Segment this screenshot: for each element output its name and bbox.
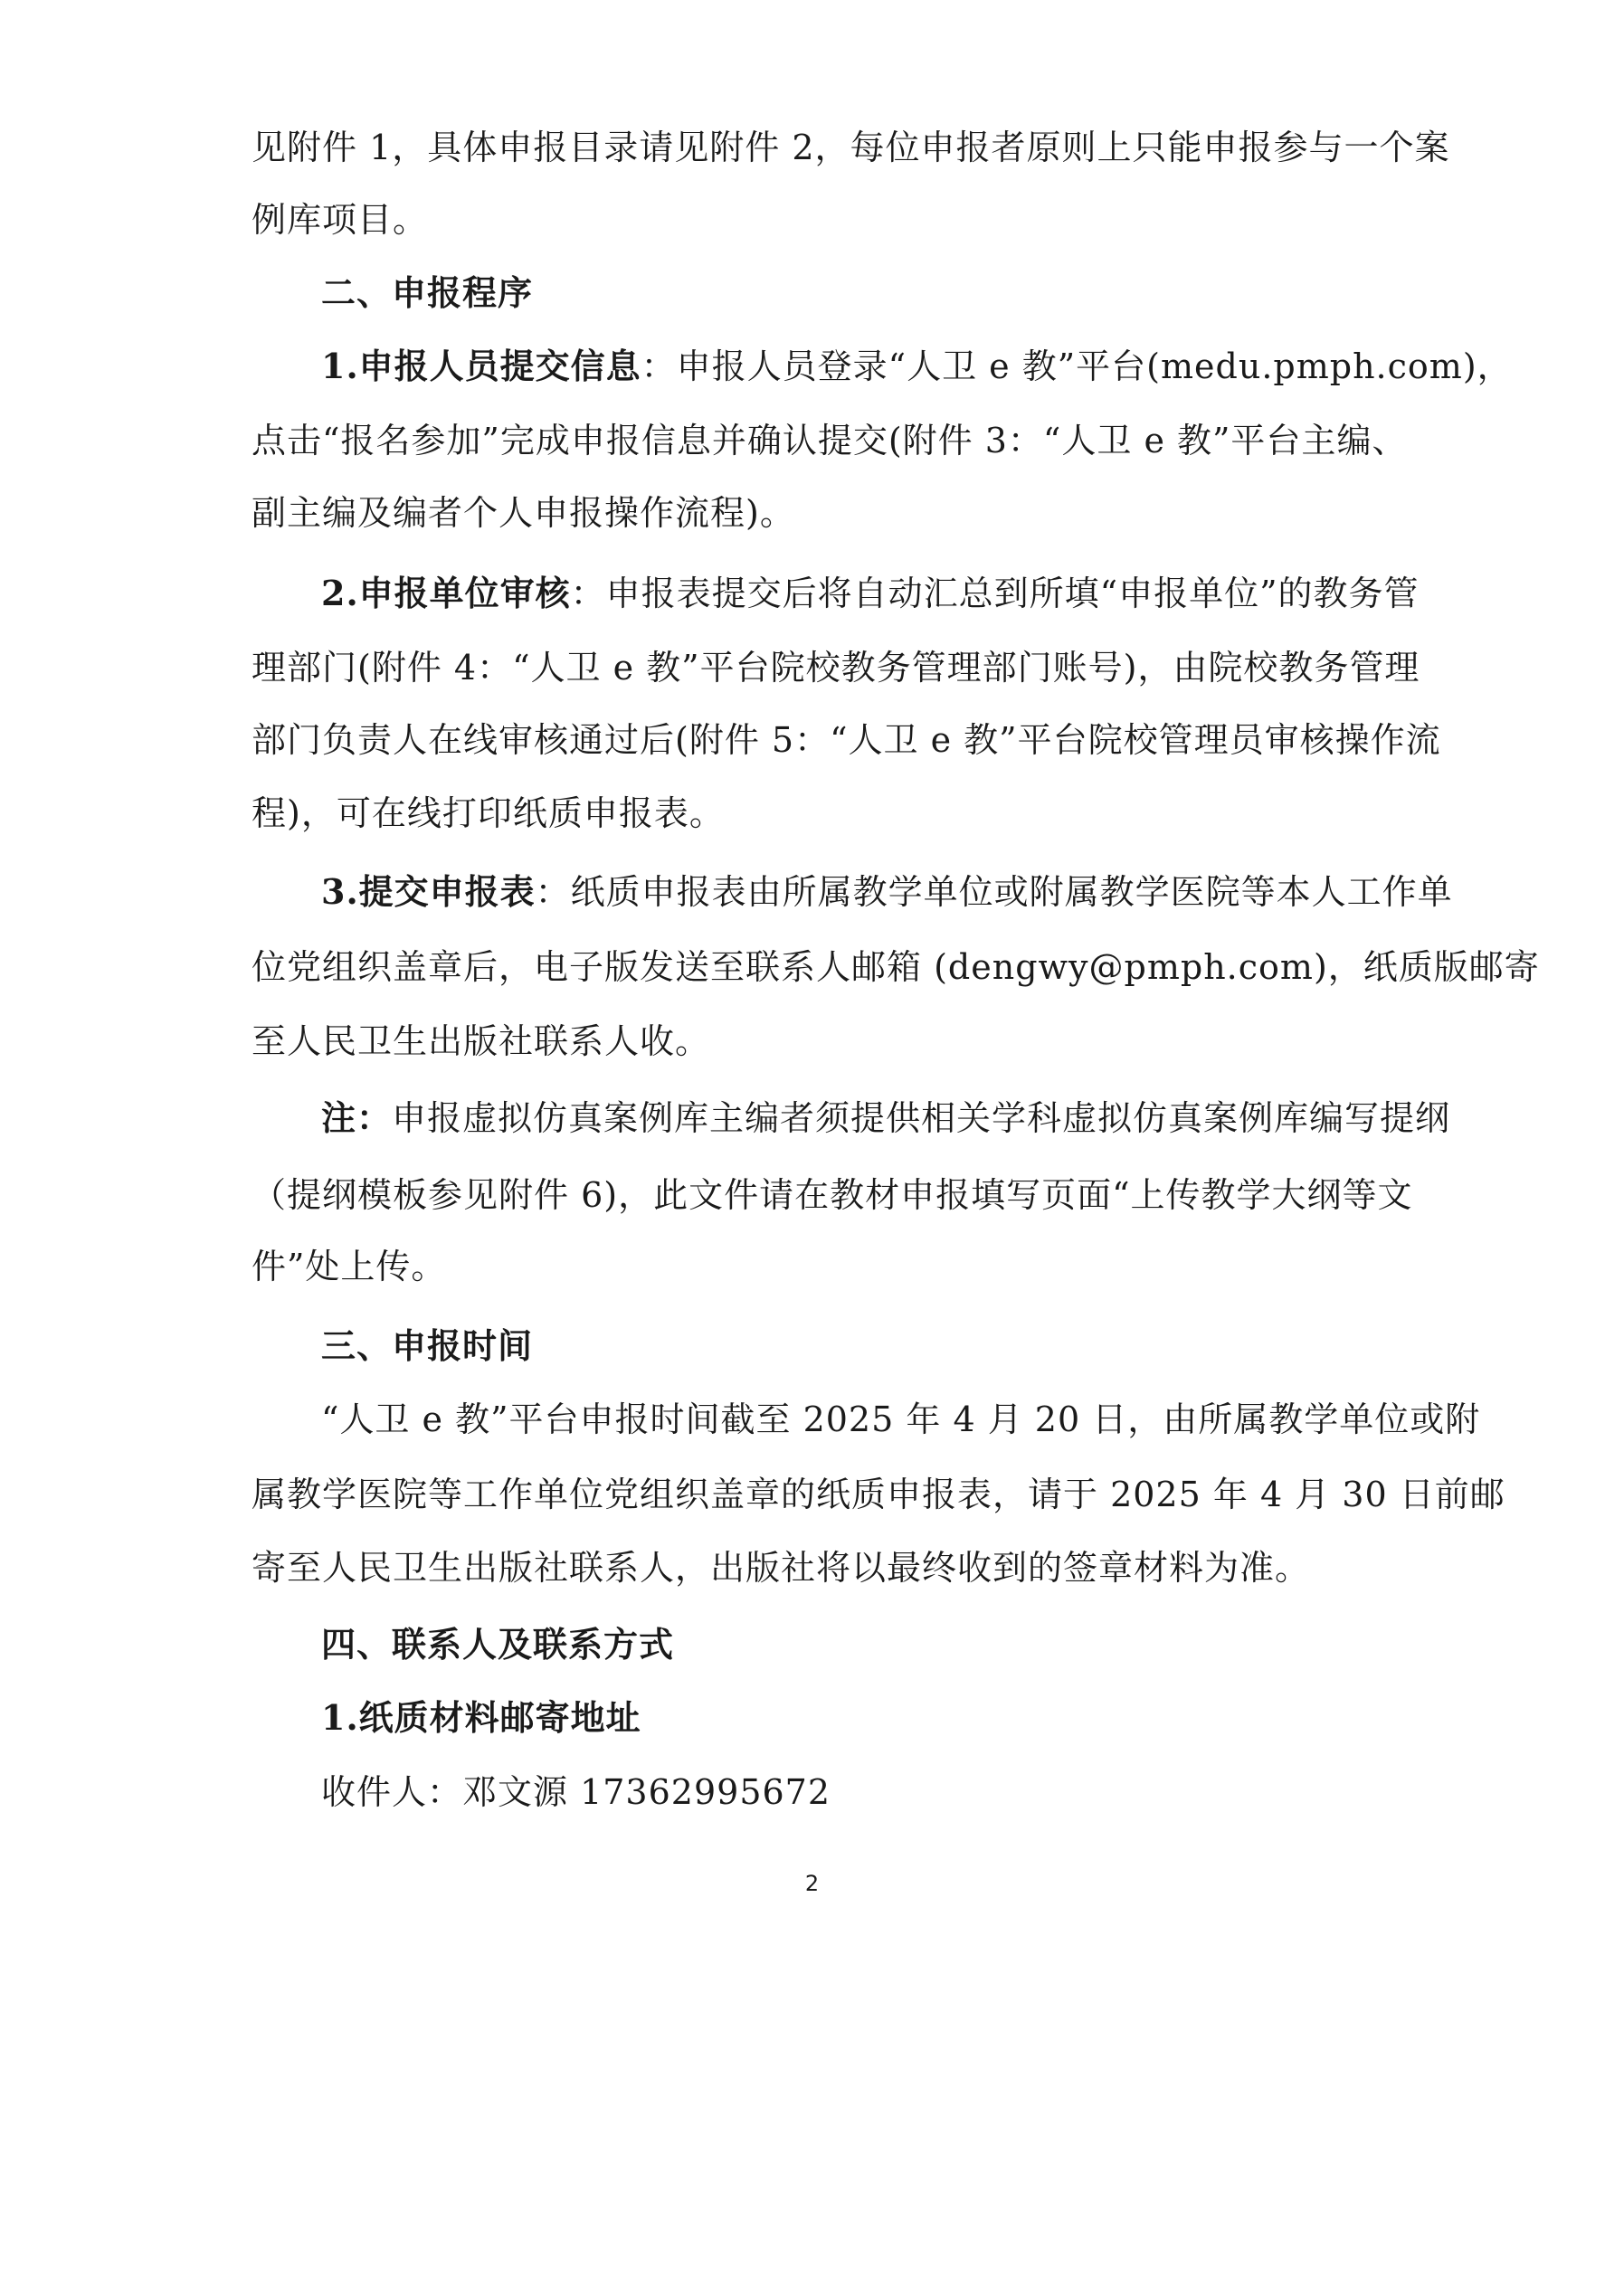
step-2-text: ：申报表提交后将自动汇总到所填“申报单位”的教务管 <box>570 574 1420 613</box>
recipient-line: 收件人：邓文源 17362995672 <box>321 1772 831 1812</box>
step-3-line-2: 位党组织盖章后，电子版发送至联系人邮箱 (dengwy@pmph.com)，纸质版邮寄 <box>252 947 1540 987</box>
intro-line-2: 例库项目。 <box>252 200 429 240</box>
note-label: 注： <box>321 1097 393 1138</box>
note-line-1 <box>321 1095 1450 1142</box>
step-3-line-1 <box>321 868 1453 916</box>
note-line-2: （提纲模板参见附件 6)，此文件请在教材申报填写页面“上传教学大纲等文 <box>252 1175 1413 1215</box>
step-1-line-2: 点击“报名参加”完成申报信息并确认提交(附件 3：“人卫 e 教”平台主编、 <box>252 421 1408 460</box>
step-1-text: ：申报人员登录“人卫 e 教”平台(medu.pmph.com)， <box>641 346 1513 386</box>
section-3-line-2: 属教学医院等工作单位党组织盖章的纸质申报表，请于 2025 年 4 月 30 日前邮 <box>252 1475 1505 1514</box>
step-2-line-2: 理部门(附件 4：“人卫 e 教”平台院校教务管理部门账号)，由院校教务管理 <box>252 648 1420 688</box>
step-1-line-3: 副主编及编者个人申报操作流程)。 <box>252 493 795 533</box>
intro-line-1: 见附件 1，具体申报目录请见附件 2，每位申报者原则上只能申报参与一个案 <box>252 128 1450 167</box>
step-3-line-3: 至人民卫生出版社联系人收。 <box>252 1021 711 1061</box>
step-2-line-4: 程)，可在线打印纸质申报表。 <box>252 793 725 833</box>
step-2-line-3: 部门负责人在线审核通过后(附件 5：“人卫 e 教”平台院校管理员审核操作流 <box>252 720 1441 760</box>
step-1-line-1 <box>321 343 1513 390</box>
section-2-heading: 二、申报程序 <box>321 273 534 313</box>
section-4-heading: 四、联系人及联系方式 <box>321 1625 675 1665</box>
note-line-3: 件”处上传。 <box>252 1247 447 1286</box>
page-number: 2 <box>804 1871 820 1896</box>
step-3-text: ：纸质申报表由所属教学单位或附属教学医院等本人工作单 <box>535 872 1453 912</box>
note-text: 申报虚拟仿真案例库主编者须提供相关学科虚拟仿真案例库编写提纲 <box>392 1098 1451 1138</box>
section-4-subheading: 1.纸质材料邮寄地址 <box>321 1697 641 1738</box>
section-3-heading: 三、申报时间 <box>321 1326 534 1366</box>
step-2-label: 2.申报单位审核 <box>321 573 571 613</box>
step-1-label: 1.申报人员提交信息 <box>321 346 641 386</box>
step-3-label: 3.提交申报表 <box>321 871 536 912</box>
step-2-line-1 <box>321 570 1420 617</box>
section-3-line-3: 寄至人民卫生出版社联系人，出版社将以最终收到的签章材料为准。 <box>252 1548 1311 1588</box>
section-3-line-1: “人卫 e 教”平台申报时间截至 2025 年 4 月 20 日，由所属教学单位或附 <box>321 1399 1481 1439</box>
